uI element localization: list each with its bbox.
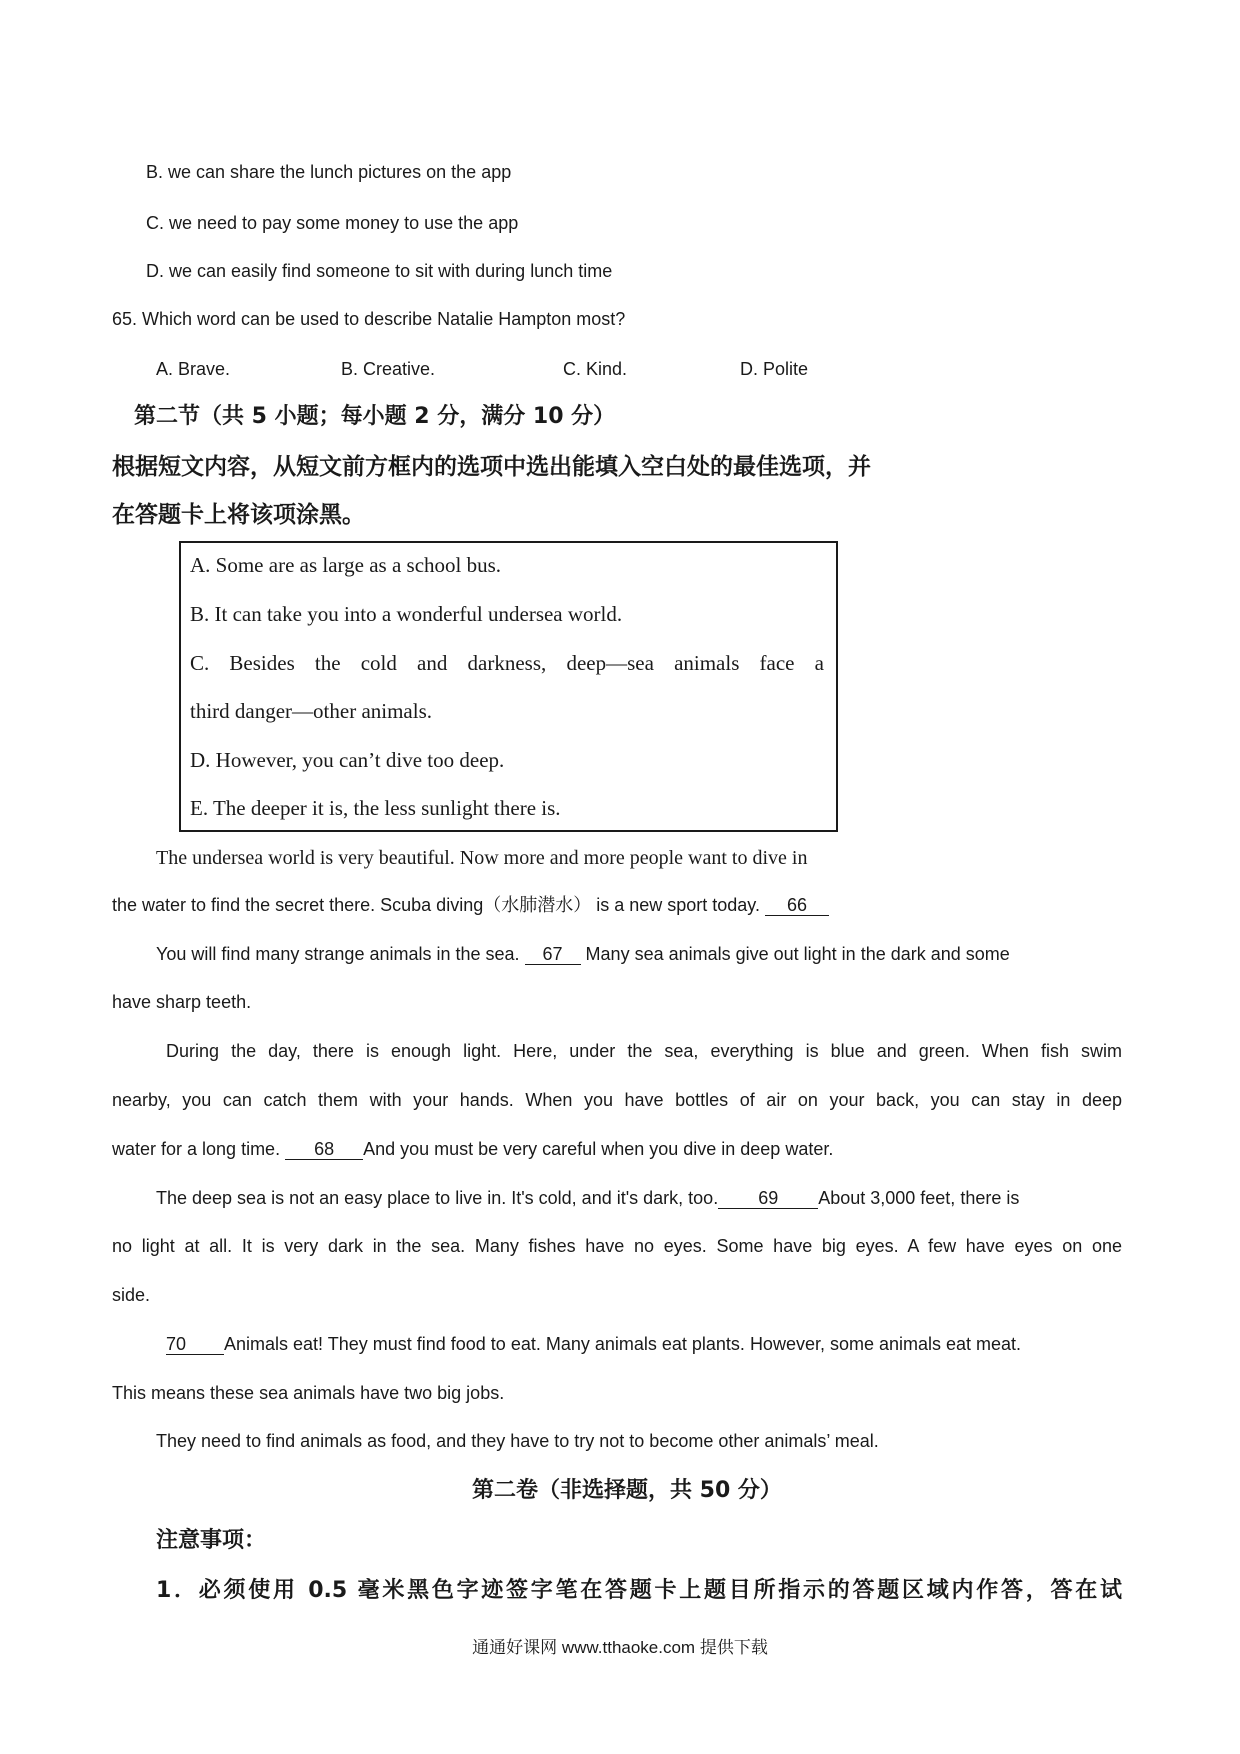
passage-p1-line1: The undersea world is very beautiful. Now more and more people want to dive in [156, 847, 808, 869]
page-footer: 通通好课网 www.tthaoke.com 提供下载 [472, 1638, 768, 1657]
q65-options [156, 357, 925, 381]
part2-note1: 1．必须使用 0.5 毫米黑色字迹签字笔在答题卡上题目所指示的答题区域内作答，答在试 [156, 1578, 1122, 1603]
passage-p5-line1 [166, 1332, 1021, 1356]
passage-p2-line1 [156, 942, 1010, 966]
section2-instruction-line2: 在答题卡上将该项涂黑。 [112, 502, 365, 528]
passage-p3-line2: nearby, you can catch them with your hands. When you have bottles of air on your back, you can stay in deep [112, 1090, 1122, 1110]
blank-70: 70 [166, 1334, 224, 1355]
passage-p4-text-a: The deep sea is not an easy place to live in. It's cold, and it's dark, too. [156, 1188, 719, 1208]
box-option-b: B. It can take you into a wonderful undersea world. [190, 602, 623, 626]
q65-question: 65. Which word can be used to describe Natalie Hampton most? [112, 309, 626, 329]
section2-heading: 第二节（共 5 小题；每小题 2 分，满分 10 分） [134, 404, 616, 429]
q64-option-b: B. we can share the lunch pictures on the app [146, 162, 512, 182]
box-option-a: A. Some are as large as a school bus. [190, 553, 502, 577]
blank-66: 66 [765, 895, 829, 916]
box-option-d: D. However, you can’t dive too deep. [190, 748, 505, 772]
q65-option-d: D. Polite [740, 359, 809, 379]
blank-68: 68 [285, 1139, 363, 1160]
passage-p1-line2-text: the water to find the secret there. Scuba diving（水肺潜水） is a new sport today. [112, 895, 765, 915]
passage-p3-line3 [112, 1137, 833, 1161]
blank-69: 69 [718, 1188, 818, 1209]
passage-p5-text-b: Animals eat! They must find food to eat. Many animals eat plants. However, some animals eat meat. [224, 1334, 1022, 1354]
box-option-c-line2: third danger—other animals. [190, 699, 433, 723]
passage-p5-line2: This means these sea animals have two big jobs. [112, 1383, 505, 1403]
passage-p3-line1: During the day, there is enough light. Here, under the sea, everything is blue and green. When fish swim [166, 1041, 1122, 1061]
box-option-e: E. The deeper it is, the less sunlight there is. [190, 796, 561, 820]
q65-option-a: A. Brave. [156, 359, 231, 379]
q64-option-c: C. we need to pay some money to use the app [146, 213, 519, 233]
section2-instruction-line1: 根据短文内容，从短文前方框内的选项中选出能填入空白处的最佳选项，并 [112, 454, 871, 480]
part2-heading: 第二卷（非选择题，共 50 分） [472, 1478, 782, 1503]
passage-p4-line2: no light at all. It is very dark in the sea. Many fishes have no eyes. Some have big eyes. A few have eyes on one [112, 1236, 1122, 1256]
box-option-c-line1: C. Besides the cold and darkness, deep—sea animals face a [190, 651, 824, 675]
passage-p2-text-a: You will find many strange animals in the sea. [156, 944, 525, 964]
q65-option-c: C. Kind. [563, 359, 628, 379]
part2-notes-label: 注意事项： [156, 1528, 267, 1553]
passage-p3-text-a: water for a long time. [112, 1139, 286, 1159]
passage-p4-line3: side. [112, 1285, 151, 1305]
passage-p2-line2: have sharp teeth. [112, 992, 252, 1012]
passage-p6-line1: They need to find animals as food, and they have to try not to become other animals’ meal. [156, 1431, 879, 1451]
options-box [179, 541, 838, 832]
passage-p1-line2 [112, 893, 829, 917]
passage-p2-text-b: Many sea animals give out light in the dark and some [580, 944, 1010, 964]
passage-p4-line1 [156, 1186, 1019, 1210]
passage-p4-text-b: About 3,000 feet, there is [818, 1188, 1020, 1208]
q65-option-b: B. Creative. [341, 359, 436, 379]
blank-67: 67 [525, 944, 581, 965]
q64-option-d: D. we can easily find someone to sit with during lunch time [146, 261, 613, 281]
passage-p3-text-b: And you must be very careful when you dive in deep water. [363, 1139, 834, 1159]
